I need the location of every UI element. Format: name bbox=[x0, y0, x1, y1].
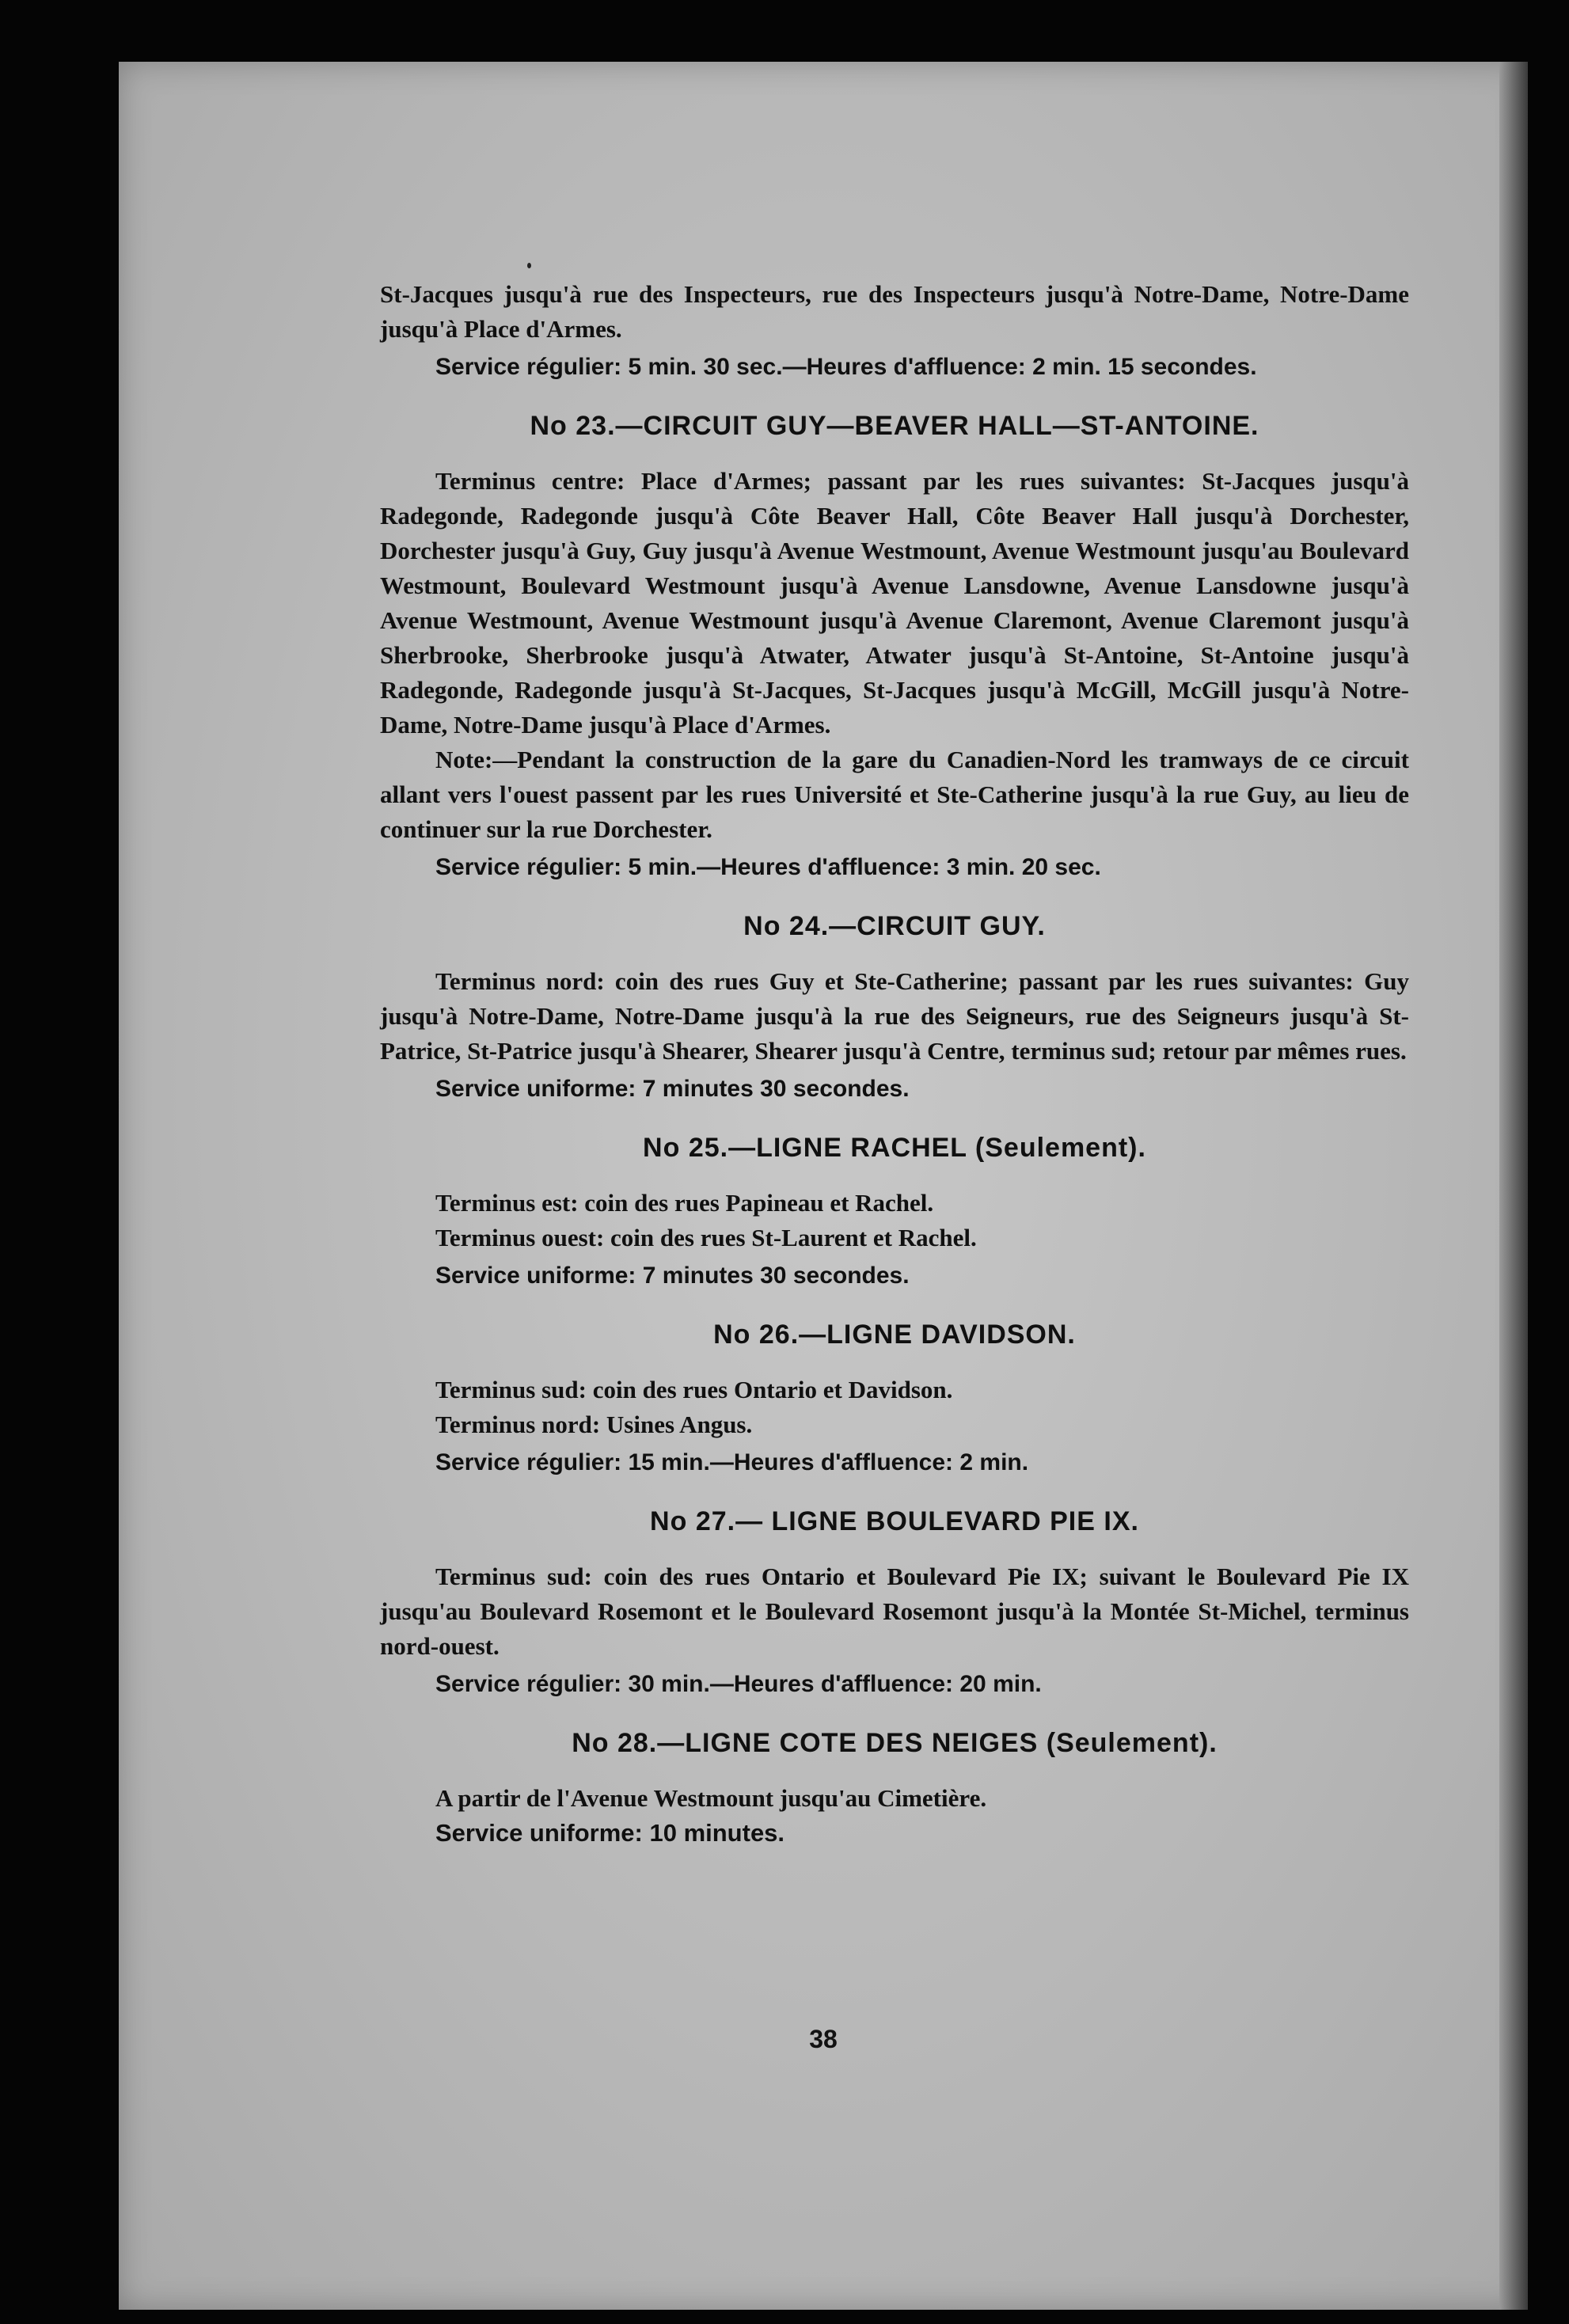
section-26-lines bbox=[380, 1373, 1409, 1442]
section-23-service: Service régulier: 5 min.—Heures d'affluence: 3 min. 20 sec. bbox=[435, 854, 1101, 880]
section-heading-23: No 23.—CIRCUIT GUY—BEAVER HALL—ST-ANTOINE. bbox=[530, 411, 1259, 441]
page-number: 38 bbox=[809, 2025, 838, 2053]
section-heading-24: No 24.—CIRCUIT GUY. bbox=[743, 911, 1046, 941]
section-24-service: Service uniforme: 7 minutes 30 secondes. bbox=[435, 1076, 910, 1102]
section-heading-27: No 27.— LIGNE BOULEVARD PIE IX. bbox=[650, 1506, 1139, 1536]
section-23-paragraph-1: Terminus centre: Place d'Armes; passant par les rues suivantes: St-Jacques jusqu'à Radegonde, Radegonde jusqu'à Côte Beaver Hall, Côte Beaver Hall jusqu'à Dorchester, Dorchester jusqu'à Guy, Guy jusqu'à Avenue Westmount, Avenue Westmount jusqu'au Boulevard Westmount, Boulevard Westmount jusqu'à Avenue Lansdowne, Avenue Lansdowne jusqu'à Avenue Westmount, Avenue Westmount jusqu'à Avenue Claremont, Avenue Claremont jusqu'à Sherbrooke, Sherbrooke jusqu'à Atwater, Atwater jusqu'à St-Antoine, St-Antoine jusqu'à Radegonde, Radegonde jusqu'à St-Jacques, St-Jacques jusqu'à McGill, McGill jusqu'à Notre-Dame, Notre-Dame jusqu'à Place d'Armes. bbox=[380, 467, 1409, 739]
section-26-line-1: Terminus sud: coin des rues Ontario et Davidson. bbox=[435, 1376, 953, 1403]
ink-speck bbox=[527, 263, 531, 268]
page-text bbox=[380, 277, 1409, 1851]
section-28-line-1: A partir de l'Avenue Westmount jusqu'au Cimetière. bbox=[435, 1784, 987, 1812]
section-23-note: Note:—Pendant la construction de la gare du Canadien-Nord les tramways de ce circuit allant vers l'ouest passent par les rues Université et Ste-Catherine jusqu'à la rue Guy, au lieu de continuer sur la rue Dorchester. bbox=[380, 746, 1409, 843]
section-heading-26: No 26.—LIGNE DAVIDSON. bbox=[713, 1320, 1076, 1350]
section-heading-25: No 25.—LIGNE RACHEL (Seulement). bbox=[643, 1133, 1146, 1163]
section-28-lines bbox=[380, 1781, 1409, 1851]
section-26-line-2: Terminus nord: Usines Angus. bbox=[435, 1411, 753, 1438]
continuation-service: Service régulier: 5 min. 30 sec.—Heures d'affluence: 2 min. 15 secondes. bbox=[435, 354, 1257, 380]
section-28-service: Service uniforme: 10 minutes. bbox=[435, 1819, 785, 1847]
section-25-line-2: Terminus ouest: coin des rues St-Laurent et Rachel. bbox=[435, 1224, 977, 1251]
page-edge-shadow bbox=[1499, 62, 1528, 2310]
section-25-line-1: Terminus est: coin des rues Papineau et Rachel. bbox=[435, 1189, 934, 1217]
section-27-service: Service régulier: 30 min.—Heures d'affluence: 20 min. bbox=[435, 1671, 1042, 1697]
section-26-service: Service régulier: 15 min.—Heures d'affluence: 2 min. bbox=[435, 1449, 1029, 1475]
section-25-service: Service uniforme: 7 minutes 30 secondes. bbox=[435, 1263, 910, 1289]
document-page bbox=[119, 62, 1528, 2310]
section-24-paragraph: Terminus nord: coin des rues Guy et Ste-Catherine; passant par les rues suivantes: Guy jusqu'à Notre-Dame, Notre-Dame jusqu'à la rue des Seigneurs, rue des Seigneurs jusqu'à St-Patrice, St-Patrice jusqu'à Shearer, Shearer jusqu'à Centre, terminus sud; retour par mêmes rues. bbox=[380, 967, 1409, 1065]
section-heading-28: No 28.—LIGNE COTE DES NEIGES (Seulement). bbox=[572, 1728, 1218, 1758]
section-25-lines bbox=[380, 1186, 1409, 1255]
continuation-paragraph: St-Jacques jusqu'à rue des Inspecteurs, rue des Inspecteurs jusqu'à Notre-Dame, Notre-Dame jusqu'à Place d'Armes. bbox=[380, 280, 1409, 343]
section-27-paragraph: Terminus sud: coin des rues Ontario et Boulevard Pie IX; suivant le Boulevard Pie IX jusqu'au Boulevard Rosemont et le Boulevard Rosemont jusqu'à la Montée St-Michel, terminus nord-ouest. bbox=[380, 1563, 1409, 1660]
